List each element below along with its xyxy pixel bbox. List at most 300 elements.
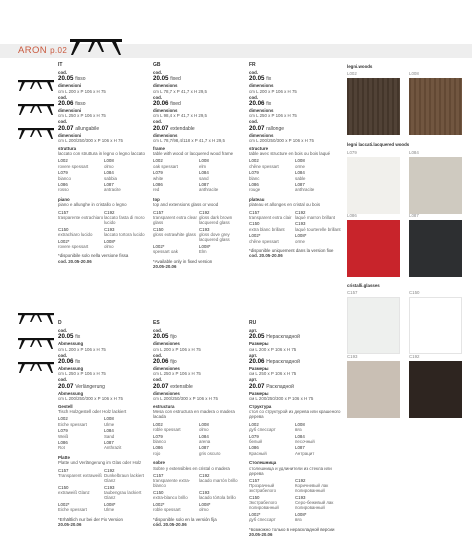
finish-code: L008* <box>104 238 116 244</box>
finish-name: Антрацит <box>295 450 315 456</box>
finish-code: L002* <box>249 233 261 239</box>
variant: rallonge <box>266 125 285 132</box>
variant: fijo <box>170 334 177 341</box>
finish-code: C192 <box>199 209 210 215</box>
finish-name: Eiche spessart <box>58 506 87 512</box>
product-name: ARON <box>18 45 48 56</box>
finish-name: Sand <box>104 433 115 439</box>
section-desc: piano e allunghe in cristallo o legno <box>58 202 127 208</box>
swatch-code: L086 <box>347 213 357 218</box>
footnote-codes: cod. 20.05-20.06 <box>249 253 283 259</box>
product-code <box>58 383 150 391</box>
finish-item <box>199 210 245 226</box>
finish-name: elm <box>199 163 207 169</box>
finish-name: anthracite <box>199 187 219 193</box>
footnote-text: *Available only in fixed version <box>153 258 213 264</box>
finish-name: Ulme <box>104 421 115 427</box>
finish-grid <box>58 158 150 194</box>
section-desc: столешница и удлинители из стекла или дерева <box>249 465 332 476</box>
finish-code: L087 <box>104 440 114 446</box>
code-label: арт. <box>249 352 258 358</box>
swatch-code: C157 <box>347 290 358 295</box>
spec-column-gb <box>153 63 245 269</box>
finish-item <box>58 502 104 512</box>
finish-code: L087 <box>199 445 209 451</box>
code-value: 20.06 <box>58 358 74 366</box>
finish-item <box>58 468 104 484</box>
finish-name: Anthrazit <box>104 445 122 451</box>
finish-code: L008* <box>199 243 211 249</box>
product-code <box>249 75 341 83</box>
table-icon <box>18 362 54 374</box>
code-value: 20.07 <box>249 124 265 132</box>
table-icon <box>18 80 54 92</box>
swatch-code: C192 <box>409 354 420 359</box>
finish-item <box>249 170 295 180</box>
swatch-code: L002 <box>347 71 357 76</box>
section-title: piano <box>58 197 70 203</box>
code-label: cod. <box>58 352 68 358</box>
finish-name: вяз <box>295 426 302 432</box>
section-title: frame <box>153 146 165 152</box>
finish-name: дуб спессарт <box>249 426 276 432</box>
finish-item <box>295 182 341 192</box>
finish-item <box>58 485 104 501</box>
finish-name: extraweiß Glanz <box>58 489 90 495</box>
swatch-l084 <box>409 157 462 214</box>
footnote-text: *Erhältlich nur bei der Fix Version <box>58 516 123 522</box>
dimension-label: dimensions <box>153 83 178 89</box>
footnote-text: *disponible solo en la versión fija <box>153 516 217 522</box>
finish-name: песочный <box>295 438 315 444</box>
finish-item <box>58 227 104 237</box>
code-label: cod. <box>153 70 163 76</box>
finish-code: C192 <box>295 209 306 215</box>
code-value: 20.05 <box>153 333 169 341</box>
finish-name: blanc <box>249 175 260 181</box>
variant: fix <box>266 76 272 83</box>
product-code <box>153 333 245 341</box>
finish-name: orme <box>295 238 306 244</box>
section-desc: plateau et allonges en cristal ou bois <box>249 202 321 208</box>
code-label: арт. <box>249 377 258 383</box>
dimension-value: cm L 200 x P 106 x H 75 <box>58 346 106 352</box>
finish-item <box>295 512 341 522</box>
code-value: 20.05 <box>58 75 74 83</box>
dimension-label: dimensions <box>153 132 178 138</box>
finish-name: Ulme <box>104 506 115 512</box>
finish-item <box>153 244 199 254</box>
finish-code: C193 <box>104 226 115 232</box>
finish-code: L002* <box>153 501 165 507</box>
section-title: plateau <box>249 197 265 203</box>
finish-code: C193 <box>199 489 210 495</box>
finish-item <box>249 233 295 243</box>
finish-name: rouge <box>249 187 261 193</box>
code-value: 20.07 <box>58 382 74 390</box>
finish-name: sable <box>295 175 306 181</box>
finish-name: laccato fasta di moro lucido <box>104 214 145 225</box>
dimension-label: dimensiones <box>153 341 180 347</box>
code-label: cod. <box>153 328 163 334</box>
table-icon <box>70 38 122 56</box>
finish-item <box>199 244 245 254</box>
finish-item <box>249 158 295 168</box>
section-desc: Tisch Holzgestell oder Holz lackiert <box>58 409 127 415</box>
finish-name: gloss dove grey lacquered glass <box>199 231 230 243</box>
finish-code: L084 <box>104 428 114 434</box>
code-value: 20.07 <box>153 382 169 390</box>
language-code: IT <box>58 62 63 68</box>
dimension-label: Размеры <box>249 390 269 396</box>
section-desc: Platte und Verlängerung im Glas oder Holz <box>58 460 142 466</box>
table-icon <box>18 338 54 350</box>
finish-grid <box>153 158 245 194</box>
dimension-value: см L 200/250/300 x P 106 x H 75 <box>249 395 314 401</box>
page-header <box>0 38 472 60</box>
finish-grid <box>58 468 150 514</box>
finish-item <box>58 239 104 249</box>
finish-item <box>153 422 199 432</box>
spec-column-it <box>58 63 150 264</box>
product-code <box>249 358 341 366</box>
woods-label: legni.woods <box>347 64 373 69</box>
dimension-label: dimensiones <box>153 366 180 372</box>
swatch-c157 <box>347 297 400 354</box>
finish-item <box>58 428 104 438</box>
finish-code: L084 <box>199 433 209 439</box>
spec-column-d <box>58 321 150 527</box>
footnote <box>249 248 341 258</box>
finish-code: C150 <box>153 489 164 495</box>
dimension-value: cm L 200/250/300 x P 106 x H 75 <box>249 137 314 143</box>
finish-item <box>249 182 295 192</box>
finish-item <box>249 422 295 432</box>
dimension-label: dimensioni <box>58 108 82 114</box>
finish-grid <box>153 422 245 458</box>
footnote-text: *возможно только в нераскладной версии <box>249 527 335 533</box>
dimension-value: см L 250 x P 106 x H 75 <box>249 371 297 377</box>
finish-item <box>153 158 199 168</box>
finish-name: lacado marrón brillo <box>199 477 238 483</box>
finish-item <box>295 445 341 455</box>
section-title: sobre <box>153 460 165 466</box>
finish-code: L086 <box>249 445 259 451</box>
finish-code: C150 <box>249 495 260 501</box>
finish-name: gloss dark brown lacquered glass <box>199 214 233 225</box>
code-label: cod. <box>58 328 68 334</box>
code-value: 20.05 <box>249 333 265 341</box>
section-title: Gestell <box>58 404 73 410</box>
section-title: Столешница <box>249 460 277 466</box>
dimension-label: dimensions <box>153 108 178 114</box>
finish-name: extra blanc brillant <box>249 226 285 232</box>
finish-name: white <box>153 175 164 181</box>
finish-code: L079 <box>58 428 68 434</box>
finish-item <box>199 422 245 432</box>
finish-name: sand <box>199 175 209 181</box>
variant: allungabile <box>75 125 100 132</box>
finish-name: spessart oak <box>153 248 178 254</box>
finish-grid <box>153 473 245 514</box>
finish-name: trasparente extrachiaro <box>58 214 104 220</box>
finish-name: bianco <box>58 175 71 181</box>
swatch-code: L084 <box>409 150 419 155</box>
finish-item <box>199 473 245 489</box>
finish-code: C193 <box>104 484 115 490</box>
code-label: cod. <box>249 94 259 100</box>
finish-name: rosso <box>58 187 69 193</box>
code-label: cod. <box>58 377 68 383</box>
variant: extendable <box>170 125 195 132</box>
code-value: 20.07 <box>58 124 74 132</box>
dimension-value: cm L 250 x P 106 x H 75 <box>249 113 297 119</box>
code-label: cod. <box>153 377 163 383</box>
section-title: Структура <box>249 404 272 410</box>
variant: fixed <box>170 101 181 108</box>
finish-item <box>295 495 341 511</box>
variant: Нераскладной <box>266 334 300 341</box>
section-desc: top and extensions glass or wood <box>153 202 219 208</box>
finish-name: Dunkelbraun lackiert Glanz <box>104 472 145 483</box>
footnote-codes: 20.05-20.06 <box>249 532 273 538</box>
finish-name: olmo <box>104 243 114 249</box>
finish-grid <box>58 210 150 251</box>
finish-code: L086 <box>58 182 68 188</box>
finish-item <box>249 445 295 455</box>
finish-code: L086 <box>249 182 259 188</box>
code-value: 20.07 <box>249 382 265 390</box>
code-value: 20.06 <box>153 100 169 108</box>
dimension-value: cm L 98,4 x P 41,7 x H 29,5 <box>153 113 207 119</box>
finish-name: antracite <box>104 187 121 193</box>
finish-name: gloss extrawhite glass <box>153 231 196 237</box>
dimension-value: cm L 200/250/300 x P 106 x H 75 <box>153 395 218 401</box>
finish-name: дуб спессарт <box>249 517 276 523</box>
swatch-c150 <box>409 297 462 354</box>
finish-item <box>199 445 245 455</box>
finish-name: Красный <box>249 450 267 456</box>
finish-item <box>249 478 295 494</box>
finish-code: C150 <box>249 221 260 227</box>
finish-grid <box>249 478 341 524</box>
product-code <box>58 100 150 108</box>
dimension-value: cm L 250 x P 106 x H 75 <box>58 113 106 119</box>
finish-name: oak spessart <box>153 163 178 169</box>
finish-code: L002 <box>249 158 259 164</box>
variant: fijo <box>170 359 177 366</box>
finish-item <box>295 221 341 231</box>
finish-code: L079 <box>58 170 68 176</box>
finish-name: anthracite <box>295 187 315 193</box>
finish-item <box>249 221 295 231</box>
section-title: structure <box>249 146 269 152</box>
product-code <box>153 75 245 83</box>
finish-code: L079 <box>249 433 259 439</box>
finish-name: arena <box>199 438 211 444</box>
finish-name: rovere spessart <box>58 163 89 169</box>
table-icon <box>18 128 54 140</box>
product-code <box>153 100 245 108</box>
finish-item <box>153 182 199 192</box>
finish-code: C150 <box>58 226 69 232</box>
footnote-text: *disponible uniquement dans la version fixe <box>249 248 334 254</box>
finish-code: C193 <box>199 226 210 232</box>
finish-item <box>153 502 199 512</box>
finish-code: L008 <box>104 416 114 422</box>
finish-code: L086 <box>153 182 163 188</box>
finish-code: L008* <box>295 233 307 239</box>
finish-item <box>153 170 199 180</box>
finish-code: C157 <box>153 209 164 215</box>
finish-grid <box>249 210 341 246</box>
finish-name: вяз <box>295 517 302 523</box>
spec-column-es <box>153 321 245 527</box>
finish-code: L002 <box>153 158 163 164</box>
finish-item <box>104 227 150 237</box>
language-code: GB <box>153 62 161 68</box>
product-code <box>249 333 341 341</box>
finish-code: C150 <box>58 484 69 490</box>
language-code: RU <box>249 320 257 326</box>
finish-grid <box>153 210 245 256</box>
swatch-l086 <box>347 220 400 277</box>
finish-code: L002 <box>58 158 68 164</box>
finish-item <box>104 239 150 249</box>
swatch-c192 <box>409 361 462 418</box>
variant: fixed <box>170 76 181 83</box>
finish-name: transparent extra clair <box>249 214 292 220</box>
finish-item <box>249 434 295 444</box>
dimension-value: cm L 250 x P 106 x H 75 <box>153 371 201 377</box>
finish-code: C193 <box>295 495 306 501</box>
finish-item <box>104 416 150 426</box>
finish-name: extra-blanco brillo <box>153 495 188 501</box>
code-label: cod. <box>58 119 68 125</box>
lacquered-label: legni laccati.lacquered woods <box>347 142 410 147</box>
finish-name: Экстрабелого полированный <box>249 500 279 511</box>
section-desc: Sobre y extensibles en cristal o madera <box>153 465 230 471</box>
finish-name: extrachiaro lucido <box>58 231 93 237</box>
language-code: FR <box>249 62 256 68</box>
code-value: 20.05 <box>249 75 265 83</box>
finish-item <box>104 182 150 192</box>
finish-code: L086 <box>153 445 163 451</box>
variant: extensible <box>170 383 193 390</box>
code-value: 20.06 <box>249 100 265 108</box>
finish-name: Weiß <box>58 433 69 439</box>
dimension-value: cm L 200 x P 106 x H 75 <box>249 88 297 94</box>
finish-name: sabbia <box>104 175 117 181</box>
finish-item <box>58 182 104 192</box>
dimension-value: cm L 200/250/300 x P 106 x H 75 <box>58 137 123 143</box>
finish-grid <box>249 158 341 194</box>
finish-item <box>104 158 150 168</box>
finish-name: olmo <box>199 426 209 432</box>
dimension-label: Abmessung <box>58 366 84 372</box>
finish-item <box>249 495 295 511</box>
finish-code: L084 <box>295 170 305 176</box>
language-code: D <box>58 320 62 326</box>
finish-name: orme <box>295 163 306 169</box>
code-label: арт. <box>249 328 258 334</box>
finish-code: L002 <box>249 421 259 427</box>
variant: fix <box>266 101 272 108</box>
swatch-l087 <box>409 220 462 277</box>
finish-code: C150 <box>153 226 164 232</box>
finish-code: C157 <box>58 467 69 473</box>
page-number: p.02 <box>50 46 68 55</box>
section-desc: Mesa con estructura en madera o madera lacada <box>153 409 235 420</box>
code-value: 20.05 <box>153 75 169 83</box>
dimension-value: cm L 200/250/300 x P 106 x H 75 <box>58 395 123 401</box>
variant: Раскладной <box>266 383 294 390</box>
finish-code: L008 <box>104 158 114 164</box>
dimension-value: cm L 78,7/98,4/118 x P 41,7 x H 29,5 <box>153 137 225 143</box>
finish-code: L079 <box>153 433 163 439</box>
finish-code: C192 <box>104 467 115 473</box>
finish-code: L008* <box>199 501 211 507</box>
dimension-label: dimensions <box>249 132 274 138</box>
finish-item <box>153 445 199 455</box>
footnote-codes: 20.05-20.06 <box>58 521 82 527</box>
finish-code: L086 <box>58 440 68 446</box>
finish-item <box>199 158 245 168</box>
finish-item <box>199 227 245 243</box>
section-desc: laccato con struttura in legno o legno laccato <box>58 151 145 157</box>
code-value: 20.06 <box>153 358 169 366</box>
variant: fix <box>75 359 81 366</box>
finish-item <box>249 210 295 220</box>
finish-item <box>58 158 104 168</box>
product-code <box>249 383 341 391</box>
product-code <box>249 100 341 108</box>
product-code <box>153 125 245 133</box>
dimension-label: dimensioni <box>58 83 82 89</box>
dimension-value: cm L 200 x P 106 x H 75 <box>58 88 106 94</box>
finish-name: laccato tortora lucido <box>104 231 145 237</box>
finish-code: C157 <box>249 477 260 483</box>
finish-item <box>249 512 295 522</box>
finish-code: L008 <box>199 158 209 164</box>
finish-item <box>58 416 104 426</box>
finish-code: L002* <box>58 238 70 244</box>
footnote <box>153 517 245 527</box>
spec-column-ru <box>249 321 341 538</box>
finish-code: L002* <box>249 512 261 518</box>
section-title: top <box>153 197 160 203</box>
finish-name: chêne spessart <box>249 238 279 244</box>
dimension-label: Abmessung <box>58 390 84 396</box>
finish-code: C193 <box>295 221 306 227</box>
code-label: cod. <box>153 119 163 125</box>
finish-name: lacado tórtola brillo <box>199 495 236 501</box>
finish-code: L008* <box>295 512 307 518</box>
table-icon <box>18 104 54 116</box>
section-desc: стол со структурой из дерева или крашеного дерева <box>249 409 341 420</box>
finish-item <box>199 490 245 500</box>
swatch-l002 <box>347 78 400 135</box>
swatch-code: L079 <box>347 150 357 155</box>
finish-item <box>153 227 199 243</box>
finish-name: Elm <box>199 248 207 254</box>
dimension-label: dimensioni <box>58 132 82 138</box>
product-code <box>58 125 150 133</box>
finish-code: L087 <box>295 445 305 451</box>
finish-name: gris oscuro <box>199 450 221 456</box>
finish-code: L008 <box>295 421 305 427</box>
finish-name: Прозрачный экстрабелого <box>249 483 277 494</box>
